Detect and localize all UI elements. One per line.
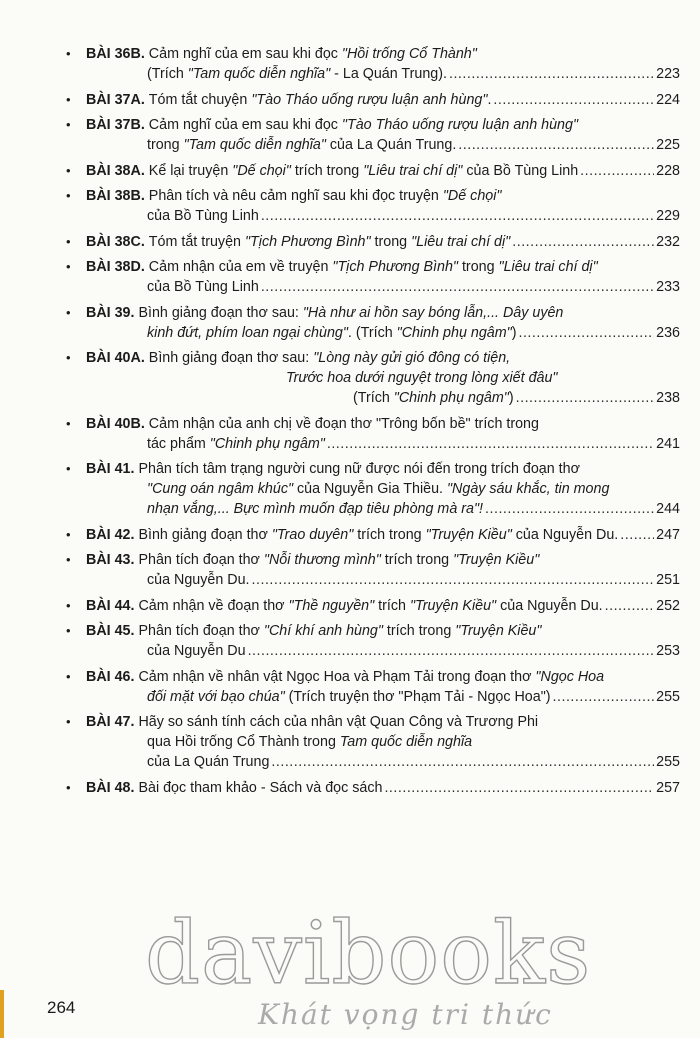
toc-entry-line (86, 232, 680, 252)
toc-entry-text (147, 135, 456, 155)
toc-entry-segment: "Liêu trai chí dị" (363, 162, 463, 179)
toc-entry-page: 255 (656, 688, 680, 705)
toc-entry-label: BÀI 38C. (86, 233, 145, 250)
toc-entry-text (86, 623, 541, 639)
toc-entry-label: BÀI 38B. (86, 188, 145, 204)
toc-entry-text (86, 161, 578, 181)
toc-entry-segment: "Tào Tháo uống rượu luận anh hùng" (341, 117, 579, 133)
toc-entry-text (86, 232, 510, 252)
toc-entry-segment: trích trong (290, 162, 364, 179)
toc-entry-page: 223 (656, 66, 680, 82)
toc-entry-text (147, 687, 551, 707)
toc-entry-line (86, 257, 680, 277)
toc-entry-segment: tác phẩm (147, 435, 210, 452)
toc-entry (68, 232, 680, 252)
toc-entry (68, 550, 680, 590)
toc-entry-line (86, 277, 680, 297)
toc-entry-line (86, 667, 680, 687)
toc-entry-segment: Kể lại truyện (148, 162, 233, 179)
toc-entry-segment: Phân tích và nêu cảm nghĩ sau khi đọc truyện (148, 188, 443, 204)
dot-leader (620, 525, 654, 545)
toc-entry (68, 348, 680, 408)
toc-entry-page: 233 (656, 279, 680, 295)
toc-entry-segment: "Liêu trai chí dị" (498, 259, 598, 275)
toc-entry-segment: Phân tích đoạn thơ (138, 552, 264, 568)
toc-entry-segment: Cảm nhận của anh chị về đoạn thơ "Trông bốn bề" trích trong (148, 415, 539, 432)
toc-entry-segment: của Nguyễn Du. (511, 526, 619, 543)
toc-entry-label: BÀI 37A. (86, 91, 145, 108)
toc-entry-line (86, 752, 680, 772)
toc-entry-line (86, 499, 680, 519)
toc-entry-segment: . (Trích (347, 324, 397, 341)
toc-entry-label: BÀI 41. (86, 461, 135, 477)
toc-entry-page: 238 (656, 390, 680, 406)
toc-entry (68, 778, 680, 798)
toc-entry-page: 229 (656, 208, 680, 224)
toc-entry-text (147, 570, 250, 590)
dot-leader (518, 323, 654, 343)
toc-entry-line (86, 732, 680, 752)
toc-entry-segment: (Trích truyện thơ "Phạm Tải - Ngọc Hoa") (284, 688, 551, 705)
toc-entry-line (86, 570, 680, 590)
toc-entry-segment: "Lòng này gửi gió đông có tiện, (313, 350, 511, 366)
toc-entry-segment: đối mặt với bạo chúa" (147, 688, 285, 705)
bullet-icon: • (66, 259, 71, 274)
toc-entry-text (86, 188, 502, 204)
toc-entry-segment: trích trong (353, 526, 426, 543)
toc-entry-label: BÀI 46. (86, 668, 135, 685)
toc-entry-segment: "Ngày sáu khắc, tin mong (446, 481, 610, 497)
toc-entry-segment: "Hồi trống Cổ Thành" (341, 46, 477, 62)
toc-entry-line (86, 641, 680, 661)
bullet-icon: • (66, 461, 71, 476)
dot-leader (271, 752, 654, 772)
toc-entry-label: BÀI 36B. (86, 46, 145, 62)
toc-entry (68, 525, 680, 545)
toc-entry-page: 257 (656, 779, 680, 796)
toc-entry (68, 621, 680, 661)
toc-entry (68, 115, 680, 155)
toc-entry-label: BÀI 42. (86, 526, 135, 543)
toc-entry-line (86, 687, 680, 707)
bullet-icon: • (66, 304, 71, 320)
toc-entry-page: 241 (656, 435, 680, 452)
toc-entry-line (86, 621, 680, 641)
dot-leader (516, 388, 655, 408)
toc-entry (68, 414, 680, 454)
bullet-icon: • (66, 779, 71, 795)
toc-entry-segment: (Trích (353, 390, 394, 406)
toc-entry-page: 252 (656, 597, 680, 614)
page-number: 264 (47, 998, 76, 1017)
toc-entry-segment: ) (508, 390, 514, 406)
dot-leader (248, 641, 655, 661)
toc-entry-segment: "Tào Tháo uống rượu luận anh hùng" (251, 91, 488, 108)
toc-entry-segment: "Nỗi thương mình" (263, 552, 381, 568)
toc-entry-line (86, 525, 680, 545)
toc-entry-line (86, 303, 680, 323)
toc-entry (68, 186, 680, 226)
dot-leader (485, 499, 654, 519)
toc-entry-segment: Hãy so sánh tính cách của nhân vật Quan Công và Trương Phi (138, 714, 539, 730)
toc-entry-segment: trong (370, 233, 412, 250)
toc-entry-line (86, 778, 680, 798)
toc-entry-segment: ) (511, 324, 517, 341)
toc-entry-line (86, 414, 680, 434)
dot-leader (252, 570, 655, 590)
dot-leader (261, 277, 654, 297)
toc-entry-text (86, 596, 603, 616)
toc-entry-segment: kinh đứt, phím loan ngại chùng" (147, 324, 348, 341)
toc-entry-line (86, 550, 680, 570)
toc-entry-segment: trong (147, 137, 184, 153)
toc-entry-page: 232 (656, 233, 680, 250)
watermark-logo-text: davibooks (145, 904, 592, 1004)
toc-entry (68, 712, 680, 772)
toc-entry-line (86, 434, 680, 454)
toc-entry-segment: "Thề nguyền" (288, 597, 375, 614)
toc-entry (68, 257, 680, 297)
toc-entry-segment: "Ngọc Hoa (535, 668, 605, 685)
toc-entry-segment: của Nguyễn Du. (147, 572, 250, 588)
bullet-icon: • (66, 46, 71, 61)
toc-entry-segment: Tóm tắt chuyện (148, 91, 252, 108)
toc-entry-segment: Cảm nhận của em về truyện (148, 259, 333, 275)
toc-entry (68, 44, 680, 84)
toc-entry-segment: Cảm nghĩ của em sau khi đọc (148, 117, 342, 133)
toc-entry-label: BÀI 44. (86, 597, 135, 614)
bullet-icon: • (66, 597, 71, 613)
dot-leader (605, 596, 655, 616)
toc-entry-text (86, 117, 578, 133)
toc-entry-segment: "Truyện Kiều" (425, 526, 512, 543)
toc-entry-segment: "Trao duyên" (271, 526, 354, 543)
toc-entry-segment: "Dế chọi" (442, 188, 502, 204)
toc-entry-page: 228 (656, 162, 680, 179)
dot-leader (261, 206, 654, 226)
bullet-icon: • (66, 552, 71, 567)
toc-entry-text (147, 434, 325, 454)
toc-entry (68, 161, 680, 181)
page-edge-stripe (0, 990, 4, 1038)
toc-entry-segment: "Chinh phụ ngâm" (396, 324, 512, 341)
toc-entry-segment: "Truyện Kiều" (455, 623, 542, 639)
toc-entry-segment: Bình giảng đoạn thơ (138, 526, 272, 543)
toc-entry-segment: của La Quán Trung (147, 754, 270, 770)
bullet-icon: • (66, 714, 71, 729)
toc-entry-segment: của Bồ Tùng Linh (147, 279, 259, 295)
toc-entry-text (147, 752, 269, 772)
toc-entry-line (86, 712, 680, 732)
toc-entry-line (86, 368, 680, 388)
toc-entry-segment: trích (374, 597, 410, 614)
dot-leader (512, 232, 654, 252)
toc-entry (68, 303, 680, 343)
toc-entry-line (86, 388, 680, 408)
toc-entry-label: BÀI 47. (86, 714, 135, 730)
toc-entry-segment: "Tam quốc diễn nghĩa" (187, 66, 331, 82)
toc-entry-segment: "Tịch Phương Bình" (244, 233, 371, 250)
toc-entry-text (86, 416, 539, 432)
toc-entry-line (86, 44, 680, 64)
toc-entry-page: 224 (656, 91, 680, 108)
toc-entry-segment: của Nguyễn Du. (496, 597, 603, 614)
toc-entry-text (147, 277, 259, 297)
toc-entry-text (86, 552, 539, 568)
toc-entry-page: 244 (656, 501, 680, 517)
toc-entry (68, 596, 680, 616)
toc-entry-line (86, 90, 680, 110)
bullet-icon: • (66, 415, 71, 431)
toc-entry-label: BÀI 40A. (86, 350, 145, 366)
bullet-icon: • (66, 91, 71, 107)
toc-entry (68, 459, 680, 519)
toc-entry-text (86, 669, 604, 685)
toc-entry-segment: của Bồ Tùng Linh (462, 162, 579, 179)
toc-entry (68, 667, 680, 707)
dot-leader (580, 161, 654, 181)
toc-entry-label: BÀI 48. (86, 779, 135, 796)
bullet-icon: • (66, 668, 71, 684)
toc-entry-label: BÀI 37B. (86, 117, 145, 133)
toc-entry-segment: Bình giảng đoạn thơ sau: (138, 304, 303, 321)
toc-entry-label: BÀI 39. (86, 304, 135, 321)
dot-leader (553, 687, 655, 707)
bullet-icon: • (66, 623, 71, 638)
toc-entry-text (86, 778, 382, 798)
toc-entry-text (86, 46, 477, 62)
toc-entry-text (147, 206, 259, 226)
dot-leader (449, 64, 654, 84)
toc-entry-line (86, 596, 680, 616)
bullet-icon: • (66, 233, 71, 249)
toc-entry-text (86, 714, 538, 730)
toc-entry-text (86, 305, 563, 321)
toc-entry-segment: "Chí khí anh hùng" (263, 623, 383, 639)
toc-entry-text (147, 499, 483, 519)
toc-entry-segment: Phân tích đoạn thơ (138, 623, 264, 639)
toc-entry-segment: Cảm nghĩ của em sau khi đọc (148, 46, 342, 62)
dot-leader (458, 135, 654, 155)
toc-entry-segment: Cảm nhận về nhân vật Ngọc Hoa và Phạm Tải trong đoạn thơ (138, 668, 536, 685)
toc-entry-text (86, 90, 491, 110)
toc-entry-text (147, 734, 472, 750)
toc-entry-segment: "Tam quốc diễn nghĩa" (183, 137, 326, 153)
toc-entry-segment: Tam quốc diễn nghĩa (339, 734, 473, 750)
toc-entry-line (86, 135, 680, 155)
toc-entry-segment: qua Hồi trống Cổ Thành trong (147, 734, 340, 750)
toc-entry-segment: Bài đọc tham khảo - Sách và đọc sách (138, 779, 383, 796)
toc-entry-segment: của La Quán Trung. (325, 137, 457, 153)
toc-entry-page: 247 (656, 526, 680, 543)
toc-entry-segment: "Cung oán ngâm khúc" (147, 481, 294, 497)
watermark-slogan: Khát vọng tri thức (258, 998, 553, 1031)
toc-entry-line (86, 161, 680, 181)
toc-entry-line (86, 348, 680, 368)
dot-leader (384, 778, 654, 798)
toc-entry-text (86, 525, 618, 545)
toc-entry-text (86, 259, 598, 275)
toc-entry-segment: . (487, 91, 492, 108)
toc-entry-text (286, 370, 558, 386)
toc-entry-text (147, 64, 447, 84)
toc-entry-segment: "Truyện Kiều" (453, 552, 540, 568)
toc-entry-line (86, 323, 680, 343)
toc-entry-segment: Cảm nhận về đoạn thơ (138, 597, 289, 614)
toc-entry-segment: trong (457, 259, 499, 275)
toc-entry-segment: Phân tích tâm trạng người cung nữ được nói đến trong trích đoạn thơ (138, 461, 580, 477)
toc-entry-text (86, 350, 510, 366)
toc-entry-page: 251 (656, 572, 680, 588)
toc-entry-label: BÀI 38A. (86, 162, 145, 179)
toc-entry-line (86, 115, 680, 135)
toc-entry-segment: "Truyện Kiều" (409, 597, 497, 614)
toc-entry-segment: (Trích (147, 66, 188, 82)
dot-leader (327, 434, 654, 454)
toc-entry-label: BÀI 45. (86, 623, 135, 639)
toc-entry-text (147, 641, 246, 661)
toc-entry-segment: trích trong (380, 552, 454, 568)
toc-entry-segment: nhạn vắng,... Bực mình muốn đạp tiêu phòng mà ra"! (147, 501, 484, 517)
toc-entry-page: 253 (656, 643, 680, 659)
table-of-contents (68, 44, 680, 803)
toc-entry (68, 90, 680, 110)
toc-entry-segment: Bình giảng đoạn thơ sau: (148, 350, 314, 366)
toc-entry-line (86, 479, 680, 499)
toc-entry-label: BÀI 38D. (86, 259, 145, 275)
toc-entry-label: BÀI 40B. (86, 415, 145, 432)
toc-entry-segment: Tóm tắt truyện (148, 233, 245, 250)
toc-entry-segment: "Chinh phụ ngâm" (209, 435, 325, 452)
dot-leader (493, 90, 654, 110)
bullet-icon: • (66, 188, 71, 203)
toc-entry-line (86, 459, 680, 479)
toc-entry-segment: "Chinh phụ ngâm" (393, 390, 509, 406)
toc-entry-line (86, 186, 680, 206)
toc-entry-text (147, 323, 516, 343)
bullet-icon: • (66, 117, 71, 132)
toc-entry-segment: "Tịch Phương Bình" (332, 259, 458, 275)
toc-entry-segment: "Hà như ai hồn say bóng lẫn,... Dây uyên (302, 304, 564, 321)
toc-entry-segment: "Liêu trai chí dị" (411, 233, 511, 250)
toc-entry-line (86, 206, 680, 226)
toc-entry-label: BÀI 43. (86, 552, 135, 568)
toc-entry-segment: trích trong (382, 623, 456, 639)
bullet-icon: • (66, 350, 71, 365)
toc-entry-text (147, 481, 609, 497)
toc-entry-segment: Trước hoa dưới nguyệt trong lòng xiết đâu" (286, 370, 558, 386)
toc-entry-page: 255 (656, 754, 680, 770)
bullet-icon: • (66, 526, 71, 542)
toc-entry-line (86, 64, 680, 84)
toc-entry-segment: - La Quán Trung). (330, 66, 447, 82)
toc-entry-segment: của Nguyễn Gia Thiều. (293, 481, 447, 497)
toc-entry-page: 225 (656, 137, 680, 153)
toc-entry-segment: "Dế chọi" (232, 162, 291, 179)
toc-entry-page: 236 (656, 324, 680, 341)
toc-entry-text (353, 388, 514, 408)
toc-entry-segment: của Nguyễn Du (147, 643, 246, 659)
bullet-icon: • (66, 162, 71, 178)
toc-entry-text (86, 461, 580, 477)
toc-entry-segment: của Bồ Tùng Linh (147, 208, 259, 224)
